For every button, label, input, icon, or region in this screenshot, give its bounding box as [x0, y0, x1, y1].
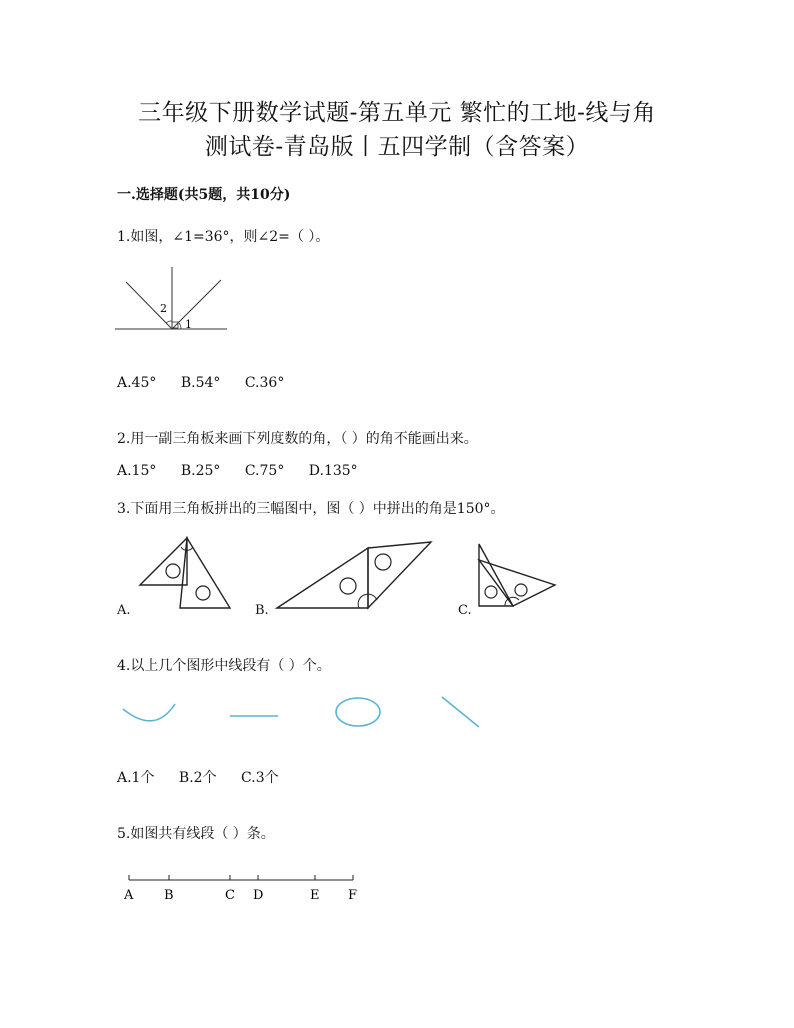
option-a[interactable]: A.1个 [117, 770, 155, 786]
doc-title-line1: 三年级下册数学试题-第五单元 繁忙的工地-线与角 [138, 100, 656, 126]
point-b-label: B [164, 888, 174, 903]
question-2-options [117, 463, 378, 479]
option-a[interactable]: A.45° [117, 375, 157, 391]
question-1-text: 1.如图，∠1=36°，则∠2=（ ）。 [117, 229, 330, 245]
point-f-label: F [348, 888, 358, 903]
question-3-text: 3.下面用三角板拼出的三幅图中，图（ ）中拼出的角是150°。 [117, 501, 505, 517]
angle-label-2: 2 [160, 302, 167, 315]
option-a[interactable]: A.15° [117, 463, 157, 479]
figure-a-triangles [135, 533, 235, 613]
option-b[interactable]: B.54° [180, 375, 221, 391]
question-1-angle-figure [115, 262, 235, 340]
option-b[interactable]: B.2个 [178, 770, 217, 786]
question-5-segment-figure [115, 872, 375, 912]
figure-c-label: C. [458, 603, 472, 618]
figure-b-triangles [273, 538, 438, 613]
point-d-label: D [253, 888, 264, 903]
section-heading: 一.选择题(共5题，共10分) [117, 187, 291, 203]
question-5-text: 5.如图共有线段（ ）条。 [117, 826, 275, 842]
question-4-options [117, 767, 299, 787]
angle-label-1: 1 [185, 318, 192, 331]
option-c[interactable]: C.75° [244, 463, 285, 479]
question-2-text: 2.用一副三角板来画下列度数的角，（ ）的角不能画出来。 [117, 431, 478, 447]
option-c[interactable]: C.36° [244, 375, 285, 391]
option-b[interactable]: B.25° [180, 463, 221, 479]
figure-c-triangles [475, 540, 560, 612]
point-c-label: C [225, 888, 235, 903]
question-1-options [117, 375, 304, 391]
option-d[interactable]: D.135° [308, 463, 358, 479]
figure-a-label: A. [117, 603, 131, 618]
question-4-text: 4.以上几个图形中线段有（ ）个。 [117, 658, 331, 674]
point-a-label: A [124, 888, 134, 903]
doc-title-line2: 测试卷-青岛版丨五四学制（含答案） [204, 134, 590, 160]
ellipse-shape [336, 698, 380, 726]
curve-shape [123, 704, 175, 721]
figure-b-label: B. [255, 603, 269, 618]
slanted-segment-shape [442, 697, 479, 727]
point-e-label: E [310, 888, 320, 903]
option-c[interactable]: C.3个 [241, 770, 279, 786]
question-4-shapes [115, 690, 495, 735]
